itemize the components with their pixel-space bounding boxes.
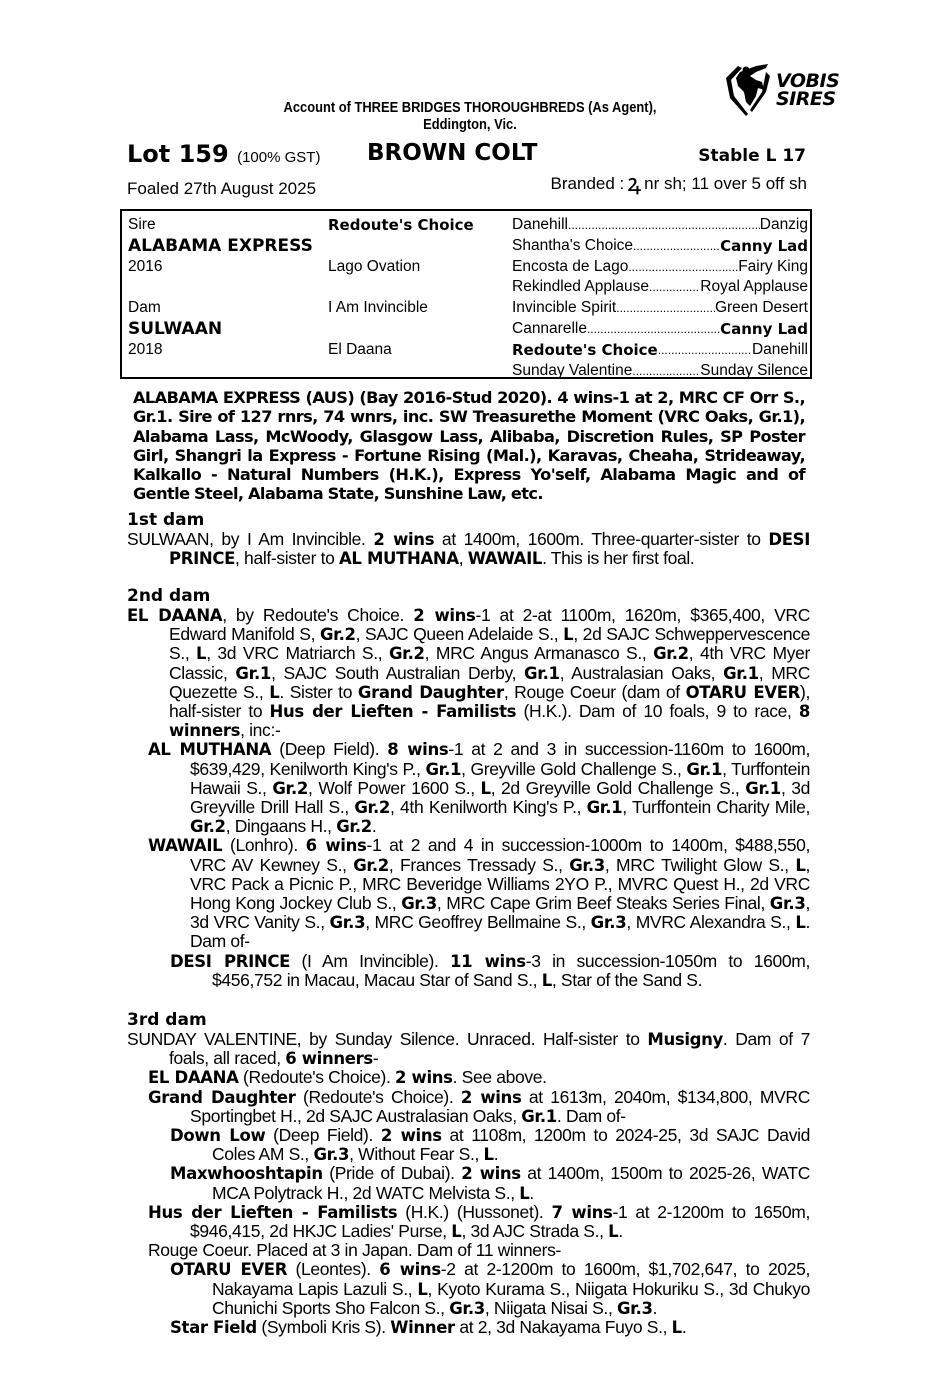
- bold-run: L: [795, 913, 806, 933]
- gp-left: Danehill: [512, 216, 569, 233]
- bold-run: Gr.3: [401, 894, 437, 914]
- sire-sire: Redoute's Choice: [328, 216, 474, 234]
- text-run: , 4th VRC Myer Classic,: [169, 643, 810, 683]
- third-dam-title: 3rd dam: [127, 1010, 207, 1030]
- gp-right: Fairy King: [738, 257, 808, 275]
- bold-run: Gr.3: [616, 1298, 653, 1318]
- gp-left: Invincible Spirit: [512, 299, 617, 317]
- lot-number: [127, 140, 320, 168]
- gp-left: Sunday Valentine: [512, 361, 633, 379]
- bold-run: Gr.3: [449, 1298, 485, 1318]
- bold-run: AL MUTHANA: [338, 549, 459, 569]
- text-run: , MRC Quezette S.,: [169, 662, 811, 702]
- text-run: -1 at 2-1200m to 1650m, $946,415, 2d HKJC Ladies' Purse,: [190, 1201, 810, 1242]
- dot-leader: [616, 298, 715, 319]
- dam-year: 2018: [128, 340, 163, 358]
- text-run: (H.K.) (Hussonet).: [397, 1201, 552, 1222]
- text-run: , Dingaans H.,: [225, 816, 337, 837]
- text-run: SULWAAN, by I Am Invincible.: [127, 529, 374, 549]
- bold-run: Gr.3: [590, 913, 627, 933]
- gst-note: (100% GST): [237, 149, 321, 166]
- pedigree-row: [128, 277, 508, 298]
- grandparent-row: [512, 298, 808, 319]
- text-run: .: [618, 1221, 623, 1242]
- text-run: , Niigata Nisai S.,: [484, 1297, 617, 1318]
- bold-run: 8 winners: [169, 702, 810, 741]
- bold-run: 6 winners: [285, 1049, 373, 1069]
- text-run: , Frances Tressady S.,: [388, 854, 570, 875]
- bold-run: 2 wins: [395, 1068, 453, 1088]
- text-run: at 1613m, 2040m, $134,800, MVRC Sportingbet H., 2d SAJC Australasian Oaks,: [190, 1086, 811, 1126]
- text-run: , MRC Angus Armanasco S.,: [424, 643, 654, 664]
- text-run: (Symboli Kris S).: [256, 1317, 391, 1338]
- logo-line-1: VOBIS: [776, 70, 840, 92]
- account-line-2: Eddington, Vic.: [423, 116, 517, 133]
- grandparent-row: [512, 340, 808, 361]
- bold-run: L: [451, 1222, 462, 1242]
- gp-left: Shantha's Choice: [512, 236, 634, 254]
- pedigree-row: [128, 236, 508, 257]
- text-run: .: [371, 816, 377, 837]
- pedigree-row: [128, 257, 508, 278]
- bold-run: 2 wins: [373, 530, 435, 549]
- gp-left: Encosta de Lago: [512, 257, 629, 275]
- text-run: , Australasian Oaks,: [559, 662, 724, 683]
- gp-right: Royal Applause: [700, 278, 808, 296]
- sire-summary: ALABAMA EXPRESS (AUS) (Bay 2016-Stud 2020). 4 wins-1 at 2, MRC CF Orr S., Gr.1. Sire of 127 rnrs, 74 wnrs, inc. SW Treasurethe Moment (VRC Oaks, Gr.1), Alabama Lass, McWoody, Glasgow Lass, Alibaba, Discretion Rules, SP Poster Girl, Shangri la Express - Fortune Rising (Mal.), Karavas, Cheaha, Strideaway, Kalkallo - Natural Numbers (H.K.), Express Yo'self, Alabama Magic and of Gentle Steel, Alabama State, Sunshine Law, etc.: [133, 388, 805, 504]
- text-run: (Lonhro).: [222, 835, 306, 856]
- bold-run: Gr.2: [354, 798, 391, 818]
- dot-leader: [633, 236, 720, 257]
- bold-run: Gr.3: [313, 1145, 350, 1165]
- text-run: , by Redoute's Choice.: [222, 605, 414, 625]
- first-dam-title: 1st dam: [127, 510, 205, 530]
- bold-run: 2 wins: [461, 1164, 521, 1184]
- bold-run: Gr.1: [235, 663, 272, 683]
- text-run: , 3d Greyville Drill Hall S.,: [190, 777, 811, 818]
- grandparent-row: [512, 361, 808, 382]
- bold-run: 2 wins: [380, 1126, 442, 1146]
- dot-leader: [649, 277, 700, 298]
- desi-prince-entry: [127, 952, 810, 990]
- bold-run: Gr.2: [272, 778, 309, 798]
- text-run: , Turffontein Charity Mile,: [622, 797, 810, 818]
- text-run: , Kyoto Kurama S., Niigata Hokuriku S., 3d Chukyo Chunichi Sports Sho Falcon S.,: [212, 1278, 810, 1318]
- bold-run: L: [671, 1318, 682, 1338]
- text-run: , 3d VRC Vanity S.,: [190, 893, 810, 933]
- text-run: , Without Fear S.,: [349, 1144, 484, 1165]
- gp-right: Danehill: [751, 340, 808, 358]
- grandparent-row: [512, 319, 808, 340]
- dam-name: SULWAAN: [128, 318, 223, 339]
- dam-sire: I Am Invincible: [328, 299, 428, 317]
- gp-right: Canny Lad: [720, 319, 808, 338]
- text-run: , Turffontein Hawaii S.,: [190, 758, 810, 798]
- text-run: , 2d Greyville Gold Challenge S.,: [490, 777, 746, 798]
- logo-wordmark: [776, 72, 839, 108]
- wawail-entry: [127, 836, 810, 951]
- second-dam-title: 2nd dam: [127, 586, 211, 606]
- bold-run: L: [563, 625, 574, 645]
- sire-name: ALABAMA EXPRESS: [128, 235, 313, 256]
- bold-run: L: [483, 1145, 494, 1165]
- text-run: .: [529, 1182, 534, 1203]
- dot-leader: [628, 257, 738, 278]
- bold-run: AL MUTHANA: [148, 740, 272, 760]
- text-run: (Leontes).: [287, 1259, 380, 1280]
- star-field-entry: [127, 1318, 810, 1337]
- sire-label: Sire: [128, 216, 156, 233]
- text-run: ,: [458, 548, 468, 569]
- bold-run: L: [795, 855, 806, 875]
- gp-right: Sunday Silence: [700, 361, 808, 379]
- text-run: (Deep Field).: [271, 739, 388, 760]
- text-run: SUNDAY VALENTINE, by Sunday Silence. Unraced. Half-sister to: [127, 1029, 648, 1049]
- text-run: .: [493, 1144, 499, 1165]
- brand-mark-icon: ꝝ: [627, 169, 642, 197]
- bold-run: WAWAIL: [148, 836, 223, 856]
- vendor-account: [169, 99, 771, 133]
- gp-left: Cannarelle: [512, 319, 587, 337]
- dot-leader: [658, 340, 752, 361]
- bold-run: Gr.1: [524, 663, 560, 683]
- gp-left: Rekindled Applause: [512, 278, 650, 296]
- text-run: , 3d VRC Matriarch S.,: [206, 643, 389, 664]
- text-run: . See above.: [452, 1067, 547, 1088]
- logo-line-2: SIRES: [776, 88, 836, 110]
- bold-run: Hus der Lieften - Familists: [148, 1202, 398, 1222]
- branded-text: nr sh; 11 over 5 off sh: [644, 174, 807, 193]
- bold-run: Gr.1: [723, 663, 759, 683]
- bold-run: EL DAANA: [148, 1068, 239, 1088]
- maxwhooshtapin-entry: [127, 1164, 810, 1202]
- bold-run: DESI PRINCE: [170, 951, 290, 971]
- text-run: ), half-sister to: [169, 681, 811, 722]
- dam-dam: El Daana: [328, 340, 392, 358]
- pedigree-row: [128, 340, 508, 361]
- bold-run: Gr.2: [190, 817, 226, 837]
- pedigree-row: [128, 319, 508, 340]
- text-run: . Sister to: [279, 681, 358, 702]
- gp-right: Green Desert: [714, 299, 808, 317]
- text-run: , SAJC South Australian Derby,: [271, 662, 525, 683]
- bold-run: Gr.3: [769, 894, 806, 914]
- bold-run: Star Field: [170, 1318, 257, 1338]
- grandparent-row: [512, 236, 808, 257]
- bold-run: Gr.3: [329, 913, 366, 933]
- text-run: , MRC Cape Grim Beef Steaks Series Final,: [436, 893, 770, 914]
- second-dam-section: [127, 587, 810, 990]
- bold-run: DESI PRINCE: [169, 530, 810, 569]
- first-dam-entry: [127, 530, 810, 568]
- pedigree-grandparents: [512, 215, 808, 381]
- bold-run: 8 wins: [387, 740, 449, 760]
- gp-left: Redoute's Choice: [512, 340, 658, 359]
- bold-run: L: [541, 970, 552, 990]
- sire-year: 2016: [128, 257, 163, 275]
- text-run: , 2d SAJC Schweppervescence S.,: [169, 624, 810, 664]
- text-run: . Dam of 7 foals, all raced,: [169, 1029, 810, 1069]
- lot-header: [127, 140, 810, 170]
- text-run: , Rouge Coeur (dam of: [503, 681, 686, 702]
- bold-run: 2 wins: [460, 1087, 522, 1107]
- sire-dam: Lago Ovation: [328, 257, 421, 275]
- bold-run: Gr.1: [586, 798, 623, 818]
- stable-location: Stable L 17: [698, 146, 806, 166]
- text-run: (Pride of Dubai).: [322, 1163, 462, 1184]
- bold-run: WAWAIL: [467, 549, 543, 569]
- bold-run: EL DAANA: [127, 606, 223, 625]
- bold-run: Gr.2: [336, 817, 372, 837]
- bold-run: Winner: [390, 1318, 455, 1338]
- lot-title: BROWN COLT: [367, 140, 538, 166]
- bold-run: 7 wins: [551, 1202, 613, 1222]
- bold-run: Gr.3: [569, 855, 605, 875]
- otaru-ever-entry: [127, 1260, 810, 1318]
- text-run: , 3d AJC Strada S.,: [461, 1221, 609, 1242]
- bold-run: OTARU EVER: [685, 682, 801, 702]
- bold-run: L: [519, 1183, 530, 1203]
- rouge-coeur-entry: [127, 1241, 810, 1260]
- bold-run: Gr.1: [745, 778, 781, 798]
- text-run: (Redoute's Choice).: [295, 1086, 461, 1107]
- text-run: -2 at 2-1200m to 1600m, $1,702,647, to 2025, Nakayama Lapis Lazuli S.,: [212, 1259, 810, 1299]
- branded-label: Branded :: [550, 174, 625, 193]
- sunday-valentine-entry: [127, 1030, 810, 1068]
- brand-info: [550, 169, 807, 197]
- text-run: (H.K.). Dam of 10 foals, 9 to race,: [516, 701, 799, 722]
- text-run: .: [681, 1317, 687, 1338]
- bold-run: L: [417, 1279, 428, 1299]
- text-run: at 1108m, 1200m to 2024-25, 3d SAJC David Coles AM S.,: [212, 1125, 811, 1165]
- down-low-entry: [127, 1126, 810, 1164]
- text-run: , 4th Kenilworth King's P.,: [390, 797, 587, 818]
- text-run: (I Am Invincible).: [290, 950, 451, 971]
- hus-der-lieften-entry: [127, 1203, 810, 1241]
- text-run: , half-sister to: [235, 548, 339, 569]
- third-dam-section: [127, 1011, 810, 1337]
- bold-run: Gr.1: [521, 1106, 557, 1126]
- text-run: , MRC Geoffrey Bellmaine S.,: [365, 912, 591, 933]
- bold-run: L: [480, 778, 491, 798]
- pedigree-row: [128, 298, 508, 319]
- text-run: , MRC Twilight Glow S.,: [604, 854, 796, 875]
- first-dam-section: [127, 511, 810, 568]
- bold-run: Gr.2: [353, 855, 389, 875]
- text-run: , SAJC Queen Adelaide S.,: [355, 624, 564, 645]
- text-run: -1 at 2-at 1100m, 1620m, $365,400, VRC Edward Manifold S,: [169, 605, 810, 645]
- bold-run: 2 wins: [413, 606, 476, 625]
- text-run: , Wolf Power 1600 S.,: [308, 777, 481, 798]
- text-run: -: [372, 1048, 379, 1069]
- bold-run: Down Low: [170, 1126, 266, 1146]
- text-run: . This is her first foal.: [542, 548, 695, 569]
- bold-run: Gr.1: [425, 759, 462, 779]
- foaled-date: Foaled 27th August 2025: [127, 179, 317, 198]
- grand-daughter-entry: [127, 1088, 810, 1126]
- pedigree-parents: [128, 215, 508, 361]
- text-run: Rouge Coeur. Placed at 3 in Japan. Dam of 11 winners-: [148, 1240, 562, 1261]
- text-run: at 1400m, 1500m to 2025-26, WATC MCA Polytrack H., 2d WATC Melvista S.,: [212, 1163, 810, 1203]
- bold-run: Maxwhooshtapin: [170, 1164, 323, 1184]
- dot-leader: [568, 215, 760, 236]
- text-run: -1 at 2 and 3 in succession-1160m to 1600m, $639,429, Kenilworth King's P.,: [190, 739, 811, 779]
- gp-right: Danzig: [759, 216, 808, 233]
- text-run: , inc:-: [240, 720, 281, 741]
- grandparent-row: [512, 215, 808, 236]
- text-run: .: [652, 1297, 658, 1318]
- text-run: at 1400m, 1600m. Three-quarter-sister to: [434, 529, 769, 549]
- text-run: , Greyville Gold Challenge S.,: [461, 758, 687, 779]
- text-run: , Star of the Sand S.: [551, 969, 703, 990]
- bold-run: Grand Daughter: [357, 682, 504, 702]
- text-run: , VRC Pack a Picnic P., MRC Beveridge Williams 2YO P., MVRC Quest H., 2d VRC Hong Kong Jockey Club S.,: [190, 854, 811, 914]
- pedigree-row: [128, 215, 508, 236]
- bold-run: L: [608, 1222, 619, 1242]
- bold-run: 6 wins: [379, 1260, 441, 1280]
- text-run: . Dam of-: [556, 1105, 626, 1126]
- text-run: (Deep Field).: [265, 1125, 381, 1146]
- text-run: (Redoute's Choice).: [238, 1067, 396, 1088]
- bold-run: Gr.2: [653, 644, 689, 664]
- account-line-1: Account of THREE BRIDGES THOROUGHBREDS (As Agent),: [283, 99, 657, 116]
- bold-run: OTARU EVER: [170, 1260, 288, 1280]
- grandparent-row: [512, 277, 808, 298]
- bold-run: Hus der Lieften - Familists: [269, 702, 517, 722]
- bold-run: L: [269, 682, 280, 702]
- bold-run: Musigny: [647, 1030, 723, 1049]
- al-muthana-entry: [127, 740, 810, 836]
- bold-run: Grand Daughter: [148, 1087, 296, 1107]
- bold-run: 6 wins: [305, 836, 367, 856]
- dam-label: Dam: [128, 299, 161, 317]
- gp-right: Canny Lad: [720, 236, 808, 255]
- dot-leader: [632, 361, 700, 382]
- bold-run: L: [196, 644, 207, 664]
- pedigree-table: [120, 209, 812, 379]
- lot-label: Lot 159: [127, 140, 229, 168]
- bold-run: Gr.2: [319, 625, 356, 645]
- text-run: , MVRC Alexandra S.,: [626, 912, 796, 933]
- grandparent-row: [512, 257, 808, 278]
- el-daana-entry: [127, 606, 810, 740]
- text-run: at 2, 3d Nakayama Fuyo S.,: [454, 1317, 672, 1338]
- dot-leader: [587, 319, 720, 340]
- el-daana-progeny-entry: [127, 1068, 810, 1087]
- bold-run: Gr.2: [388, 644, 425, 664]
- text-run: . Dam of-: [190, 912, 810, 952]
- text-run: -3 in succession-1050m to 1600m, $456,752 in Macau, Macau Star of Sand S.,: [212, 950, 810, 990]
- text-run: -1 at 2 and 4 in succession-1000m to 1400m, $488,550, VRC AV Kewney S.,: [190, 835, 810, 875]
- bold-run: 11 wins: [450, 951, 526, 971]
- bold-run: Gr.1: [686, 759, 723, 779]
